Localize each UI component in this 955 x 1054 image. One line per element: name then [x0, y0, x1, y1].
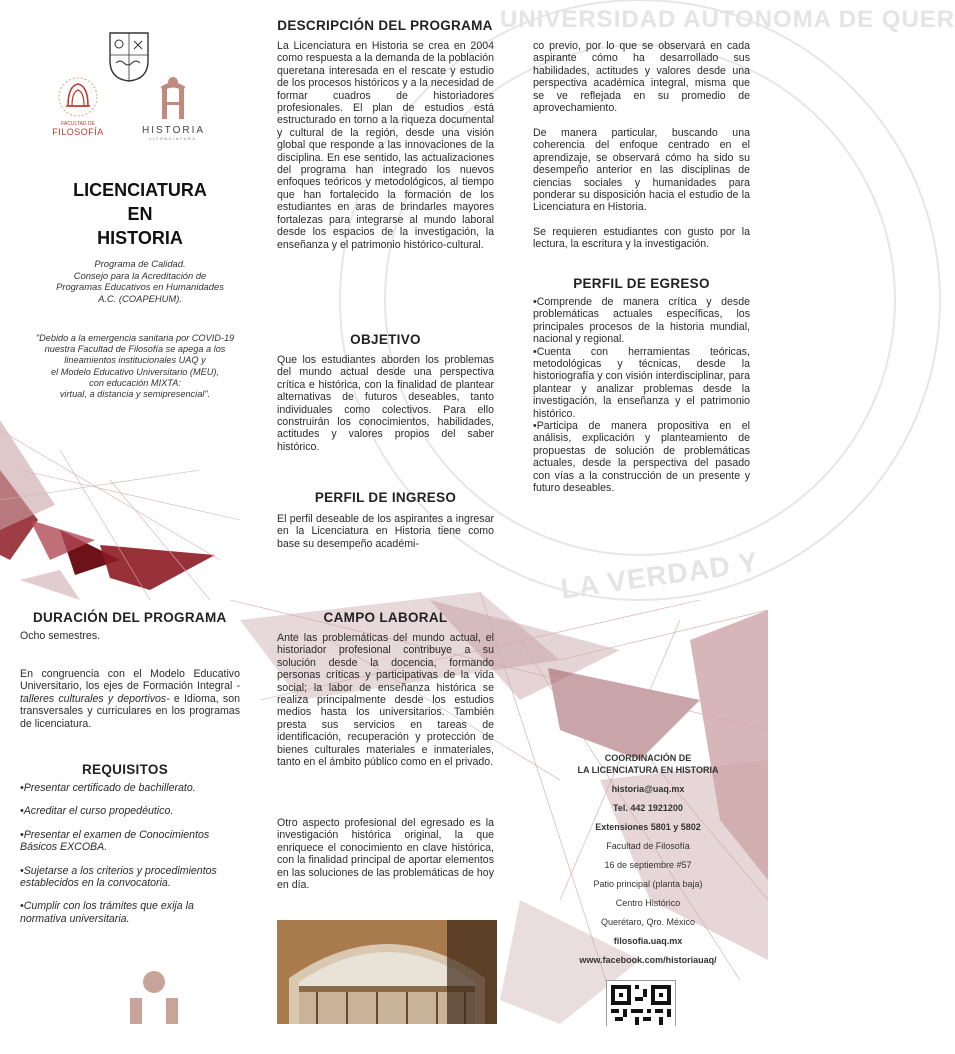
ingreso-text-cont2: De manera particular, buscando una coherencia del enfoque centrado en el aprendizaje, se observará cómo ha sido su desempeño anterior en las disciplinas de ciencias sociales y humanidades para ponderar su disposición hacia el estudio de la Licenciatura en Historia. [533, 127, 750, 214]
qr-code [606, 980, 676, 1026]
contact-title2: LA LICENCIATURA EN HISTORIA [577, 765, 719, 775]
covid-line: nuestra Facultad de Filosofía se apega a los [44, 344, 226, 355]
filosofia-logo [48, 76, 108, 136]
egreso-item: •Cuenta con herramientas teóricas, metodológicas y técnicas, desde la historiografía y con visión interdisciplinar, para plantear y analizar problemas desde la investigación, la enseñanza y el patrimonio histórico. [533, 345, 750, 420]
qr-code-icon [607, 981, 675, 1049]
cover-title [40, 178, 240, 250]
contact-facebook[interactable]: www.facebook.com/historiauaq/ [579, 955, 717, 965]
duracion-model-b: -talleres culturales y deportivos- [20, 680, 240, 705]
covid-line: "Debido a la emergencia sanitaria por COVID-19 [35, 333, 235, 343]
duracion-model-a: En congruencia con el Modelo Educativo Universitario, los ejes de Formación Integral [20, 668, 240, 693]
historia-figure-icon [126, 968, 182, 1024]
objetivo-text: Que los estudiantes aborden los problemas del mundo actual desde una perspectiva crítica e histórica, con la finalidad de plantear alternativas de futuros deseables, tanto individuales como colectivos. Para ello construirán los conocimientos, habilidades, actitudes y valores propios del saber histórico. [277, 354, 494, 453]
contact-title1: COORDINACIÓN DE [604, 753, 692, 763]
campo-title: CAMPO LABORAL [323, 610, 448, 625]
filosofia-emblem-icon [54, 76, 102, 118]
ingreso-title: PERFIL DE INGRESO [314, 490, 457, 505]
quality-line: Programas Educativos en Humanidades [56, 281, 224, 292]
ingreso-text-cont3: Se requieren estudiantes con gusto por la lectura, la escritura y la investigación. [533, 226, 750, 251]
duracion-title: DURACIÓN DEL PROGRAMA [33, 610, 227, 625]
requisito-item: •Presentar el examen de Conocimientos Básicos EXCOBA. [20, 828, 210, 854]
requisito-item: •Presentar certificado de bachillerato. [20, 782, 196, 794]
descripcion-title: DESCRIPCIÓN DEL PROGRAMA [277, 18, 493, 33]
faculty-line2: FILOSOFÍA [52, 127, 104, 137]
contact-phone: Tel. 442 1921200 [613, 803, 683, 813]
contact-website[interactable]: filosofia.uaq.mx [613, 936, 683, 946]
contact-centro: Centro Histórico [615, 898, 681, 908]
egreso-item: •Participa de manera propositiva en el análisis, explicación y planteamiento de propuestas de solución de problemáticas actuales, desde la perspectiva del pasado con vías a la construcción de un presente y futuro deseables. [533, 420, 750, 495]
historia-logo [142, 76, 204, 141]
covid-note [10, 333, 260, 400]
ingreso-text-cont: co previo, por lo que se observará en cada aspirante cómo ha desarrollado sus habilidades, actitudes y valores desde una perspectiva académica integral, misma que se ve reflejada en su promedio de aprovechamiento. [533, 40, 750, 115]
archway-photo [277, 920, 497, 1024]
campo-text2: Otro aspecto profesional del egresado es la investigación histórica original, la que enriquece el conocimiento en clave histórica, con la finalidad principal de aportar elementos en las soluciones de las problemáticas de hoy en día. [277, 817, 494, 892]
covid-line: lineamientos institucionales UAQ y [64, 355, 206, 366]
duracion-model-c: e Idioma, son transversales y curriculares en los programas de licenciatura. [20, 692, 240, 730]
historia-emblem-icon [158, 76, 188, 120]
objetivo-title: OBJETIVO [350, 332, 421, 347]
egreso-title: PERFIL DE EGRESO [573, 276, 710, 291]
requisito-item: •Sujetarse a los criterios y procedimientos establecidos en la convocatoria. [20, 864, 217, 890]
contact-extensions: Extensiones 5801 y 5802 [595, 822, 701, 832]
contact-city: Querétaro, Qro. México [600, 917, 696, 927]
campo-text1: Ante las problemáticas del mundo actual, el historiador profesional contribuye a su solución desde la docencia, formando personas críticas y participativas de la vida social; la labor de enseñanza histórica se realiza principalmente desde los estudios medios hasta los universitarios. También presta sus servicios en tareas de identificación, recuperación y protección de bienes culturales materiales e inmateriales, tanto en el ámbito público como en el privado. [277, 632, 494, 769]
quality-line: Consejo para la Acreditación de [73, 269, 207, 281]
contact-block [536, 752, 760, 970]
quality-line: A.C. (COAPEHUM). [98, 292, 182, 304]
requisitos-title: REQUISITOS [81, 762, 169, 777]
egreso-list [533, 296, 750, 495]
cover-title-line1: LICENCIATURA [73, 180, 207, 200]
faculty-line1: FACULTAD DE [61, 121, 95, 127]
descripcion-text: La Licenciatura en Historia se crea en 2004 como respuesta a la demanda de la población queretana interesada en el rescate y estudio de los procesos históricos y a la necesidad de formar cuadros de historiadores profesionales. El plan de estudios está estructurado en torno a la riqueza documental y cultural de la región, desde una visión global que responde a las innovaciones de la disciplina. En ese sentido, las actualizaciones del programa han integrado los nuevos enfoques teóricos y metodológicos, al tiempo que han fortalecido la formación de los estudiantes en aras de brindarles mayores fortalezas para integrarse al mundo laboral desde los espacios de la investigación, la enseñanza y el patrimonio histórico-cultural. [277, 40, 494, 251]
historia-logo-text: HISTORIA [142, 125, 206, 136]
contact-email[interactable]: historia@uaq.mx [611, 784, 685, 794]
quality-line: Programa de Calidad. [94, 258, 186, 269]
duracion-model [20, 668, 240, 730]
requisitos-list [20, 782, 240, 932]
archway-icon [277, 920, 497, 1024]
requisito-item: •Acreditar el curso propedéutico. [20, 805, 174, 818]
quality-note [30, 258, 250, 304]
cover-title-line3: HISTORIA [97, 228, 183, 248]
egreso-item: •Comprende de manera crítica y desde problemáticas actuales específicas, los principales procesos de la historia mundial, nacional y regional. [533, 296, 750, 346]
duracion-text: Ocho semestres. [20, 630, 101, 642]
requisito-item: •Cumplir con los trámites que exija la normativa universitaria. [20, 900, 194, 925]
contact-street: 16 de septiembre #57 [604, 860, 692, 870]
contact-faculty: Facultad de Filosofía [606, 841, 690, 851]
cover-title-line2: EN [127, 204, 153, 224]
covid-line: con educación MIXTA: [89, 377, 181, 388]
ingreso-text: El perfil deseable de los aspirantes a ingresar en la Licenciatura en Historia tiene como base su desempeño académi- [277, 513, 494, 550]
watermark-text: UNIVERSIDAD AUTONOMA DE QUER [500, 6, 955, 33]
watermark-motto: LA VERDAD Y [558, 546, 761, 605]
contact-patio: Patio principal (planta baja) [593, 879, 703, 889]
covid-line: el Modelo Educativo Universitario (MEU), [51, 366, 219, 377]
historia-logo-sub: LICENCIATURA [149, 136, 197, 141]
covid-line: virtual, a distancia y semipresencial". [59, 389, 211, 400]
